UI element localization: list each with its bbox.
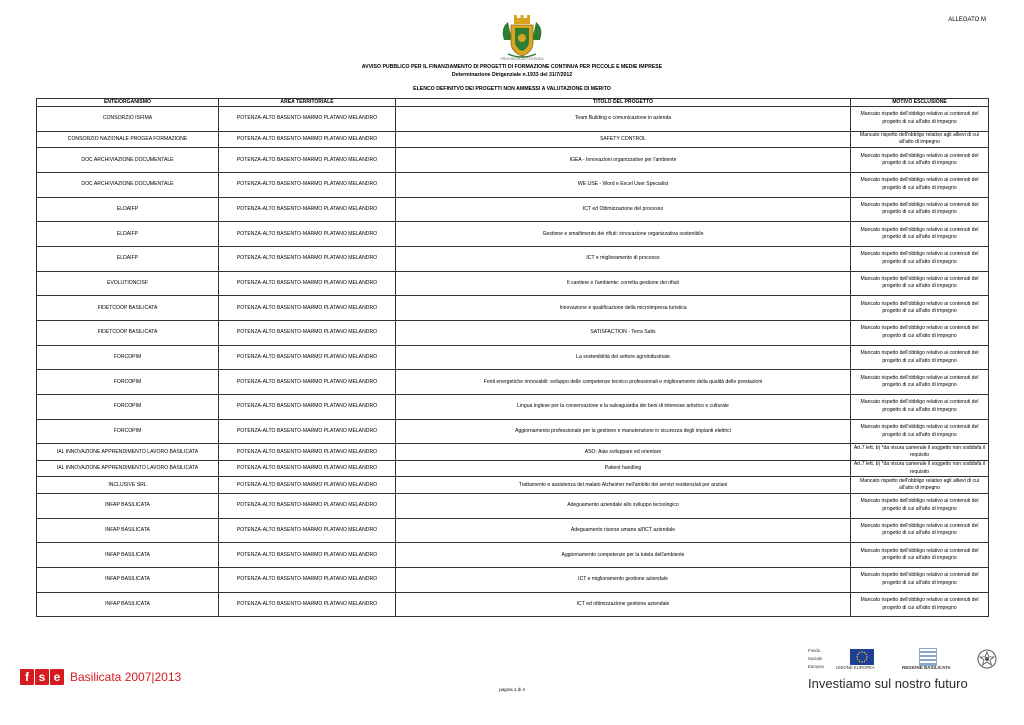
cell-motivo: Mancato rispetto dell'obbligo relativo ai contenuti del progetto di cui all'atto di impegno [851,172,989,197]
eu-flag-icon [850,649,874,665]
cell-area: POTENZA-ALTO BASENTO-MARMO PLATANO MELANDRO [219,222,396,247]
cell-titolo: Innovazione e qualificazione della microimpresa turistica [396,296,851,321]
cell-motivo: Mancato rispetto dell'obbligo relativo ai contenuti del progetto di cui all'atto di impegno [851,370,989,395]
cell-motivo: Mancato rispetto dell'obbligo relativo ai contenuti del progetto di cui all'atto di impegno [851,296,989,321]
cell-ente: FIDETCOOP BASILICATA [37,321,219,346]
eu-star-icon [857,654,858,655]
table-row [37,568,989,593]
table-row [37,543,989,568]
cell-ente: FORCOPIM [37,395,219,420]
cell-ente: IAL INNOVAZIONE APPRENDIMENTO LAVORO BASILICATA [37,460,219,477]
document-title: AVVISO PUBBLICO PER IL FINANZIAMENTO DI PROGETTI DI FORMAZIONE CONTINUA PER PICCOLE E MEDIE IMPRESE [361,64,663,70]
cell-titolo: SATISFACTION - Terra Satis [396,321,851,346]
eu-star-icon [861,651,862,652]
column-header-titolo: TITOLO DEL PROGETTO [396,99,851,107]
cell-motivo: Mancato rispetto dell'obbligo relativo ai contenuti del progetto di cui all'atto di impegno [851,543,989,568]
repubblica-italiana-emblem-icon [976,648,998,670]
cell-area: POTENZA-ALTO BASENTO-MARMO PLATANO MELANDRO [219,271,396,296]
cell-motivo: Mancato rispetto dell'obbligo relativo ai contenuti del progetto di cui all'atto di impegno [851,246,989,271]
cell-ente: ELDAIFP [37,246,219,271]
cell-area: POTENZA-ALTO BASENTO-MARMO PLATANO MELANDRO [219,172,396,197]
cell-area: POTENZA-ALTO BASENTO-MARMO PLATANO MELANDRO [219,296,396,321]
cell-area: POTENZA-ALTO BASENTO-MARMO PLATANO MELANDRO [219,345,396,370]
cell-motivo: Mancato rispetto dell'obbligo relativo agli allievi di cui all'atto di impegno [851,131,989,148]
cell-titolo: ICT ed ottimizzazione gestione aziendale [396,592,851,617]
table-row [37,345,989,370]
cell-motivo: Mancato rispetto dell'obbligo relativo ai contenuti del progetto di cui all'atto di impegno [851,321,989,346]
table-row [37,246,989,271]
eu-star-icon [859,661,860,662]
cell-ente: DOC ARCHIVIAZIONE DOCUMENTALE [37,172,219,197]
cell-area: POTENZA-ALTO BASENTO-MARMO PLATANO MELANDRO [219,493,396,518]
cell-ente: INFAP BASILICATA [37,518,219,543]
fse-letter: s [35,669,49,685]
table-row [37,107,989,132]
cell-titolo: ICT e miglioramento di processo [396,246,851,271]
cell-titolo: Adeguamento aziendale allo sviluppo tecnologico [396,493,851,518]
table-row [37,321,989,346]
fse-letter: e [50,669,64,685]
table-row [37,172,989,197]
unione-europea-label: UNIONE EUROPEA [836,665,875,670]
cell-ente: INFAP BASILICATA [37,543,219,568]
cell-ente: FORCOPIM [37,345,219,370]
cell-titolo: SAFETY CONTROL [396,131,851,148]
excluded-projects-table [36,98,989,617]
cell-titolo: Team Building e comunicazione in azienda [396,107,851,132]
cell-area: POTENZA-ALTO BASENTO-MARMO PLATANO MELANDRO [219,131,396,148]
eu-star-icon [866,656,867,657]
cell-ente: INFAP BASILICATA [37,568,219,593]
cell-motivo: Mancato rispetto dell'obbligo relativo ai contenuti del progetto di cui all'atto di impegno [851,592,989,617]
cell-ente: ELDAIFP [37,222,219,247]
cell-motivo: Mancato rispetto dell'obbligo relativo agli allievi di cui all'atto di impegno [851,477,989,494]
cell-area: POTENZA-ALTO BASENTO-MARMO PLATANO MELANDRO [219,107,396,132]
cell-ente: CONSORZIO NAZIONALE PROGEA FORMAZIONE [37,131,219,148]
table-row [37,148,989,173]
fondo-line: Sociale [808,656,823,661]
cell-motivo: Mancato rispetto dell'obbligo relativo ai contenuti del progetto di cui all'atto di impegno [851,518,989,543]
determinazione-line: Determinazione Dirigenziale n.1933 del 31/7/2012 [451,72,573,78]
allegato-label: ALLEGATO M [948,17,986,23]
cell-area: POTENZA-ALTO BASENTO-MARMO PLATANO MELANDRO [219,370,396,395]
cell-titolo: La sostenibilità del settore agroindustriale [396,345,851,370]
cell-ente: INFAP BASILICATA [37,592,219,617]
cell-area: POTENZA-ALTO BASENTO-MARMO PLATANO MELANDRO [219,460,396,477]
table-row [37,222,989,247]
table-row [37,592,989,617]
table-body [37,107,989,617]
cell-ente: INCLUSIVE SRL [37,477,219,494]
table-row [37,370,989,395]
eu-star-icon [859,652,860,653]
cell-titolo: Gestione e smaltimento dei rifiuti: innovazione organizzativa sostenibile [396,222,851,247]
eu-star-icon [856,656,857,657]
cell-titolo: Il cantiere e l'ambiente: corretta gestione dei rifiuti [396,271,851,296]
cell-motivo: Mancato rispetto dell'obbligo relativo ai contenuti del progetto di cui all'atto di impegno [851,107,989,132]
cell-motivo: Mancato rispetto dell'obbligo relativo ai contenuti del progetto di cui all'atto di impegno [851,493,989,518]
eu-star-icon [866,654,867,655]
table-row [37,493,989,518]
table-row [37,296,989,321]
cell-titolo: Adeguamento risorse umane all'ICT aziendale [396,518,851,543]
regione-basilicata-emblem-icon [919,648,937,666]
table-row [37,419,989,444]
fse-logo [20,668,181,686]
cell-titolo: ICT e miglioramento gestione aziendale [396,568,851,593]
cell-titolo: Aggiornamento competenze per la tutela dell'ambiente [396,543,851,568]
slogan: Investiamo sul nostro futuro [808,676,968,691]
column-header-ente: ENTE/ORGANISMO [37,99,219,107]
cell-motivo: Mancato rispetto dell'obbligo relativo ai contenuti del progetto di cui all'atto di impegno [851,148,989,173]
eu-star-icon [861,661,862,662]
fondo-sociale-europeo-label [808,647,824,671]
fse-program-text: Basilicata 2007|2013 [70,670,182,684]
cell-ente: FORCOPIM [37,419,219,444]
table-row [37,477,989,494]
crest-caption: PROVINCIA DI POTENZA [500,57,544,61]
cell-area: POTENZA-ALTO BASENTO-MARMO PLATANO MELANDRO [219,568,396,593]
regione-basilicata-label: REGIONE BASILICATA [902,665,951,670]
table-row [37,444,989,461]
table-row [37,197,989,222]
cell-ente: FIDETCOOP BASILICATA [37,296,219,321]
cell-motivo: Mancato rispetto dell'obbligo relativo ai contenuti del progetto di cui all'atto di impegno [851,222,989,247]
table-row [37,131,989,148]
cell-titolo: Trattamento e assistenza del malato Alzheimer nell'ambito dei servizi residenziali per anziani [396,477,851,494]
cell-ente: FORCOPIM [37,370,219,395]
cell-motivo: Art.7 lett. b) *da visura camerale il soggetto non soddisfa il requisito [851,460,989,477]
list-title: ELENCO DEFINITVO DEI PROGETTI NON AMMESSI A VALUTAZIONE DI MERITO [413,86,611,92]
column-header-area: AREA TERRITORIALE [219,99,396,107]
cell-area: POTENZA-ALTO BASENTO-MARMO PLATANO MELANDRO [219,419,396,444]
cell-motivo: Mancato rispetto dell'obbligo relativo ai contenuti del progetto di cui all'atto di impegno [851,271,989,296]
cell-motivo: Mancato rispetto dell'obbligo relativo ai contenuti del progetto di cui all'atto di impegno [851,568,989,593]
cell-area: POTENZA-ALTO BASENTO-MARMO PLATANO MELANDRO [219,246,396,271]
column-header-motivo: MOTIVO ESCLUSIONE [851,99,989,107]
cell-ente: INFAP BASILICATA [37,493,219,518]
fse-letter: f [20,669,34,685]
cell-titolo: IGEA - Innovazioni organizzative per l'ambiente [396,148,851,173]
cell-area: POTENZA-ALTO BASENTO-MARMO PLATANO MELANDRO [219,321,396,346]
fondo-line: Fondo [808,648,821,653]
cell-area: POTENZA-ALTO BASENTO-MARMO PLATANO MELANDRO [219,148,396,173]
cell-ente: CONSORZIO ISFIMA [37,107,219,132]
cell-ente: IAL INNOVAZIONE APPRENDIMENTO LAVORO BASILICATA [37,444,219,461]
cell-area: POTENZA-ALTO BASENTO-MARMO PLATANO MELANDRO [219,518,396,543]
table-header-row [37,99,989,107]
cell-area: POTENZA-ALTO BASENTO-MARMO PLATANO MELANDRO [219,395,396,420]
cell-motivo: Mancato rispetto dell'obbligo relativo ai contenuti del progetto di cui all'atto di impegno [851,197,989,222]
cell-titolo: Patient handling [396,460,851,477]
eu-star-icon [857,659,858,660]
fondo-line: Europeo [808,664,825,669]
cell-motivo: Mancato rispetto dell'obbligo relativo ai contenuti del progetto di cui all'atto di impegno [851,345,989,370]
cell-area: POTENZA-ALTO BASENTO-MARMO PLATANO MELANDRO [219,592,396,617]
cell-titolo: WE USE - Word e Excel User Specialist [396,172,851,197]
cell-area: POTENZA-ALTO BASENTO-MARMO PLATANO MELANDRO [219,197,396,222]
cell-titolo: Aggiornamento professionale per la gestione e manutenzione in sicurezza degli impianti elettrici [396,419,851,444]
cell-titolo: ASO: Aias sviluppare ed orientare [396,444,851,461]
cell-ente: DOC ARCHIVIAZIONE DOCUMENTALE [37,148,219,173]
cell-motivo: Mancato rispetto dell'obbligo relativo ai contenuti del progetto di cui all'atto di impegno [851,395,989,420]
provincia-crest-icon [500,14,544,62]
page-number: pagina 1 di 4 [499,687,525,692]
eu-star-icon [866,659,867,660]
cell-titolo: Lingua inglese per la conservazione e la salvaguardia dei beni di interesse artistico e culturale [396,395,851,420]
eu-star-icon [864,661,865,662]
cell-ente: EVOLUTIONCISF [37,271,219,296]
table-row [37,271,989,296]
cell-titolo: Fonti energetiche rinnovabili: sviluppo delle competenze tecnico professionali e miglioramento della qualità delle prestazioni [396,370,851,395]
table-row [37,518,989,543]
cell-area: POTENZA-ALTO BASENTO-MARMO PLATANO MELANDRO [219,477,396,494]
cell-ente: ELDAIFP [37,197,219,222]
cell-motivo: Art.7 lett. b) *da visura camerale il soggetto non soddisfa il requisito [851,444,989,461]
table-row [37,460,989,477]
cell-titolo: ICT ed Ottimizzazione del processo [396,197,851,222]
table-row [37,395,989,420]
eu-star-icon [864,652,865,653]
cell-area: POTENZA-ALTO BASENTO-MARMO PLATANO MELANDRO [219,444,396,461]
cell-motivo: Mancato rispetto dell'obbligo relativo ai contenuti del progetto di cui all'atto di impegno [851,419,989,444]
cell-area: POTENZA-ALTO BASENTO-MARMO PLATANO MELANDRO [219,543,396,568]
